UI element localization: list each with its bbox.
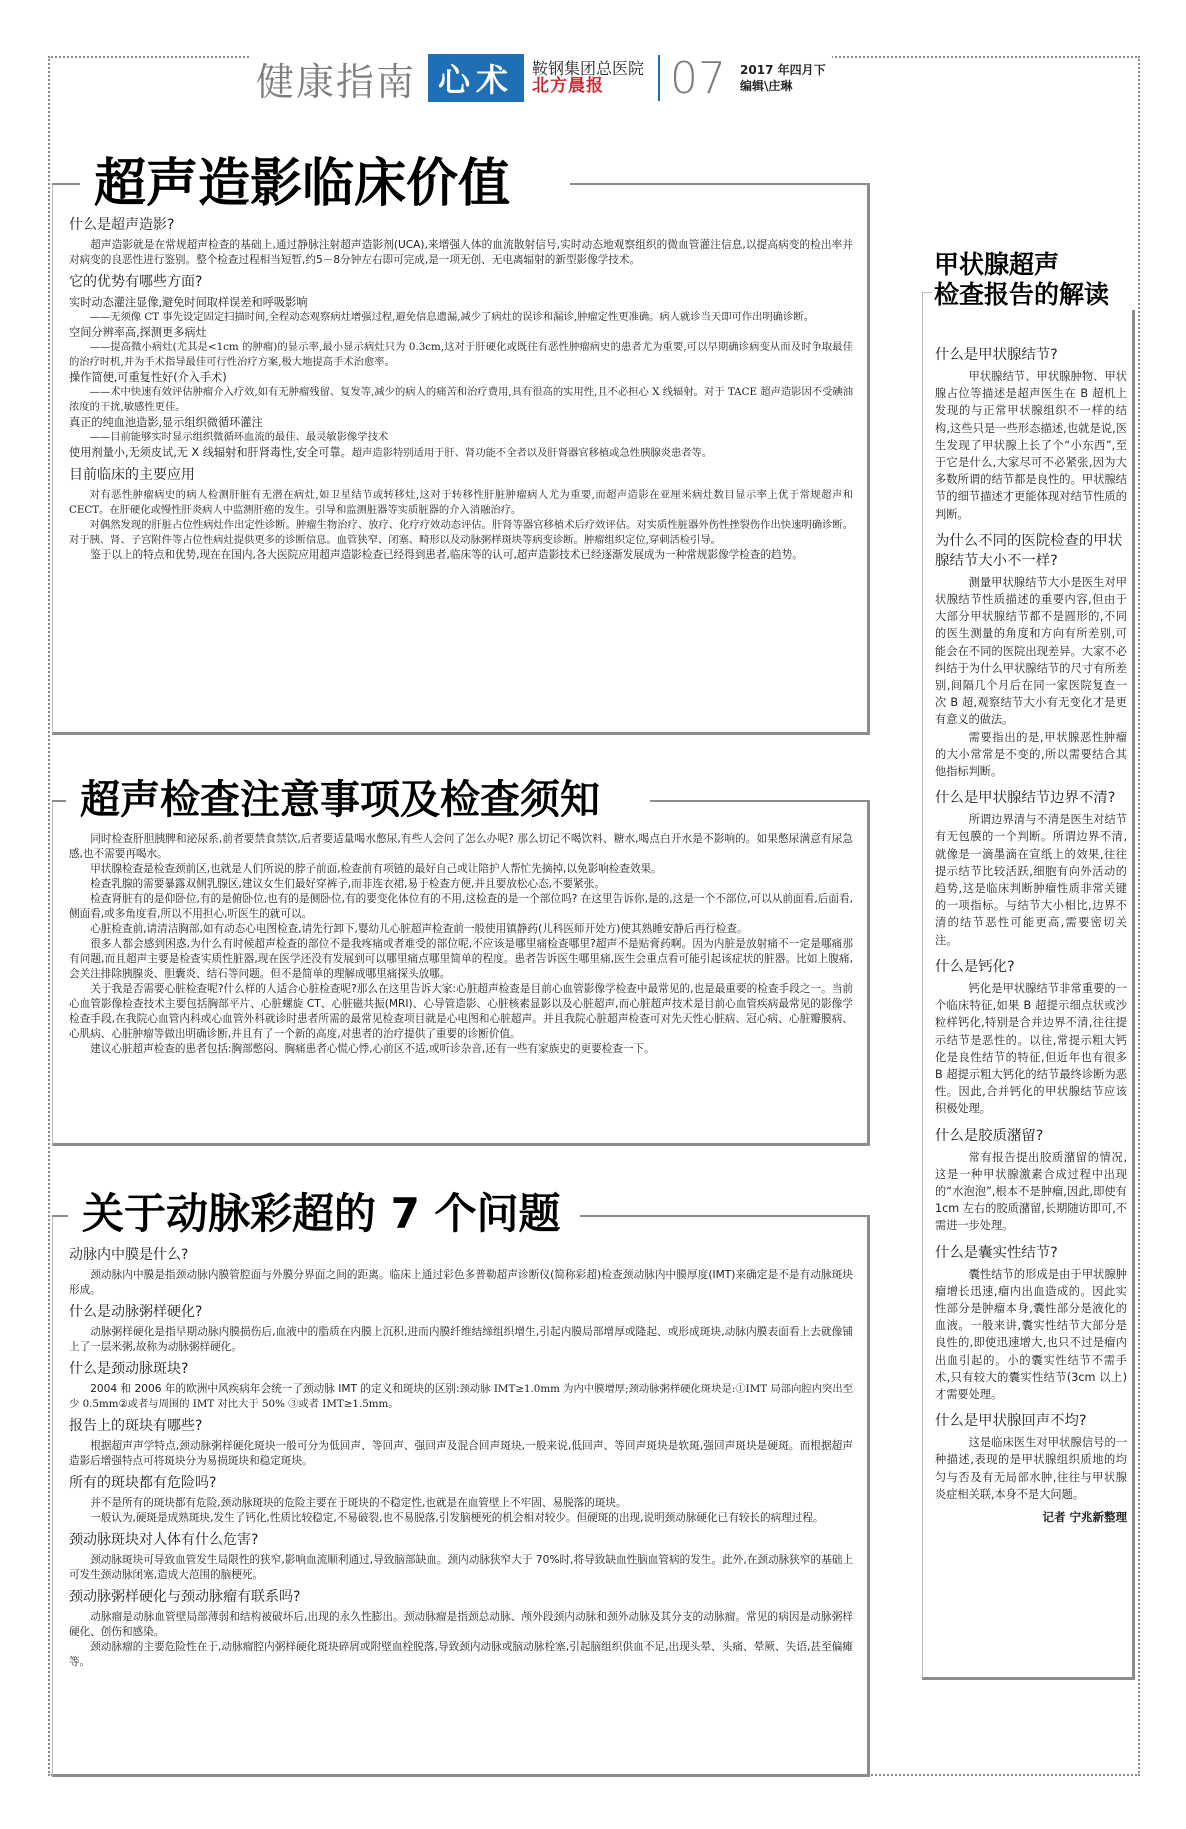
paragraph: 测量甲状腺结节大小是医生对甲状腺结节性质描述的重要内容,但由于大部分甲状腺结节都不是圆形的,不同的医生测量的角度和方向有所差别,可能会在不同的医院出现差异。大家不必纠结于为什么甲状腺结节的尺寸有所差别,间隔几个月后在同一家医院复查一次 B 超,观察结节大小有无变化才是更有意义的做法。 <box>935 575 1127 727</box>
sidebar-title <box>932 250 1136 310</box>
closing-plain: 使用剂量小,无须皮试,无 X 线辐射和肝肾毒性,安全可靠。 <box>69 446 352 459</box>
paragraph: 这是临床医生对甲状腺信号的一种描述,表现的是甲状腺组织质地的均匀与否及有无局部水肿,往往与甲状腺炎症相关联,本身不是大问题。 <box>935 1436 1127 1501</box>
article-title: 超声造影临床价值 <box>80 152 524 216</box>
paragraph: 动脉瘤是动脉血管壁局部薄弱和结构被破坏后,出现的永久性膨出。颈动脉瘤是指颈总动脉、颅外段颈内动脉和颈外动脉及其分支的动脉瘤。常见的病因是动脉粥样硬化、创伤和感染。 <box>69 1611 853 1638</box>
section-heading: 为什么不同的医院检查的甲状腺结节大小不一样? <box>935 532 1123 569</box>
article-body <box>69 211 853 563</box>
header-divider <box>658 55 660 101</box>
closing-line <box>69 445 853 461</box>
paragraph: ——目前能够实时显示组织微循环血流的最佳、最灵敏影像学技术 <box>89 431 389 443</box>
closing-serif: 超声造影特别适用于肝、肾功能不全者以及肝肾器官移植或急性胰腺炎患者等。 <box>351 447 713 459</box>
column-logo: 心术 <box>428 54 524 102</box>
editor: 编辑\庄琳 <box>740 79 793 93</box>
article-title: 关于动脉彩超的 7 个问题 <box>68 1188 574 1240</box>
paragraph: 动脉粥样硬化是指早期动脉内膜损伤后,血液中的脂质在内膜上沉积,进而内膜纤维结缔组织增生,引起内膜局部增厚或隆起、或形成斑块,动脉内膜表面看上去就像铺上了一层米粥,故称为动脉粥样硬化。 <box>69 1326 853 1353</box>
section-heading: 什么是胶质潴留? <box>935 1127 1044 1144</box>
section-heading: 什么是甲状腺结节? <box>935 347 1058 363</box>
byline: 记者 宁兆新整理 <box>1042 1509 1127 1524</box>
article-contrast-ultrasound <box>52 183 870 735</box>
section-heading: 它的优势有哪些方面? <box>69 274 203 290</box>
paragraph: 并不是所有的斑块都有危险,颈动脉斑块的危险主要在于斑块的不稳定性,也就是在血管壁上不牢固、易脱落的斑块。 <box>90 1497 627 1509</box>
paragraph: ——提高微小病灶(尤其是<1cm 的肿瘤)的显示率,最小显示病灶只为 0.3cm,这对于肝硬化或既往有恶性肿瘤病史的患者尤为重要,可以早期确诊病变从而及时争取最佳的治疗时机,并为手术指导最佳可行性治疗方案,极大地提高手术治愈率。 <box>69 341 853 368</box>
title-rule <box>650 800 870 802</box>
paragraph: 对偶然发现的肝脏占位性病灶作出定性诊断。肿瘤生物治疗、放疗、化疗疗效动态评估。肝肾等器官移植术后疗效评估。对实质性脏器外伤性挫裂伤作出快速明确诊断。对于胰、肾、子宫附件等占位性病灶提供更多的诊断信息。血管狭窄、闭塞、畸形以及动脉粥样斑块等病变诊断。肿瘤组织定位,穿刺活检引导。 <box>69 519 853 546</box>
paragraph-serif: 颈动脉 IMT≥1.0mm 为内中膜增厚;颈动脉粥样硬化斑块是:①IMT 局部向腔内突出至少 0.5mm②或者与周围的 IMT 对比大于 50% ③或者 IMT≥1.5mm。 <box>69 1383 854 1410</box>
issue-date: 2017 年四月下 <box>740 62 826 77</box>
paragraph: 颈动脉内中膜是指颈动脉内膜管腔面与外膜分界面之间的距离。临床上通过彩色多普勒超声诊断仪(简称彩超)检查颈动脉内中膜厚度(IMT)来确定是不是有动脉斑块形成。 <box>69 1269 853 1296</box>
article-title: 超声检查注意事项及检查须知 <box>66 775 614 825</box>
paragraph: 根据超声声学特点,颈动脉粥样硬化斑块一般可分为低回声、等回声、强回声及混合回声斑块,一般来说,低回声、等回声斑块是软斑,强回声斑块是硬斑。而根据超声造影后增强特点可将斑块分为易损斑块和稳定斑块。 <box>69 1440 853 1467</box>
paragraph: 甲状腺检查是检查颈前区,也就是人们所说的脖子前面,检查前有项链的最好自己或让陪护人帮忙先摘掉,以免影响检查效果。 <box>90 863 662 875</box>
section-heading: 颈动脉粥样硬化与颈动脉瘤有联系吗? <box>69 1589 301 1605</box>
page-number: 07 <box>670 52 727 104</box>
article-arterial-doppler <box>52 1215 870 1777</box>
paragraph: 常有报告提出胶质潴留的情况,这是一种甲状腺激素合成过程中出现的“水泡泡”,根本不是肿瘤,因此,即使有 1cm 左右的胶质潴留,长期随访即可,不需进一步处理。 <box>935 1150 1127 1233</box>
section-heading: 什么是超声造影? <box>69 217 175 233</box>
sidebar-body <box>935 337 1127 1525</box>
subheading: 实时动态灌注显像,避免时间取样误差和呼吸影响 <box>69 296 308 309</box>
paragraph-plain: 2004 和 2006 年的欧洲中风疾病年会统一了颈动脉 IMT 的定义和斑块的区别: <box>90 1383 460 1395</box>
paragraph: 超声造影就是在常规超声检查的基础上,通过静脉注射超声造影剂(UCA),来增强人体的血流散射信号,实时动态地观察组织的微血管灌注信息,以提高病变的检出率并对病变的良恶性进行鉴别。整个检查过程相当短暂,约5－8分钟左右即可完成,是一项无创、无电离辐射的新型影像学技术。 <box>69 239 853 266</box>
paragraph: 心脏检查前,请清洁胸部,如有动态心电图检查,请先行卸下,婴幼儿心脏超声检查前一般使用镇静药(儿科医师开处方)使其熟睡安静后再行检查。 <box>90 923 748 935</box>
paragraph: 囊性结节的形成是由于甲状腺肿瘤增长迅速,瘤内出血造成的。因此实性部分是肿瘤本身,囊性部分是液化的血液。一般来讲,囊实性结节大部分是良性的,即使迅速增大,也只不过是瘤内出血引起的。小的囊实性结节不需手术,只有较大的囊实性结节(3cm 以上)才需要处理。 <box>935 1267 1127 1401</box>
sidebar-title-line1: 甲状腺超声 <box>934 250 1060 279</box>
section-name: 健康指南 <box>256 59 417 104</box>
paragraph: 检查乳腺的需要暴露双侧乳腺区,建议女生们最好穿裤子,而非连衣裙,易于检查方便,并且要放松心态,不要紧张。 <box>90 878 605 890</box>
title-rule <box>580 1215 870 1217</box>
article-body <box>69 832 853 1057</box>
section-heading: 报告上的斑块有哪些? <box>69 1418 203 1434</box>
section-heading: 什么是颈动脉斑块? <box>69 1361 189 1377</box>
section-heading: 所有的斑块都有危险吗? <box>69 1475 217 1491</box>
section-heading: 什么是钙化? <box>935 958 1015 975</box>
paragraph: ——无须像 CT 事先设定固定扫描时间,全程动态观察病灶增强过程,避免信息遗漏,减少了病灶的误诊和漏诊,肿瘤定性更准确。病人就诊当天即可作出明确诊断。 <box>89 311 814 323</box>
newspaper-logo: 北方晨报 <box>532 76 605 97</box>
section-heading: 目前临床的主要应用 <box>69 467 195 483</box>
sponsor-block <box>532 60 644 96</box>
article-body <box>69 1241 853 1670</box>
hospital-name: 鞍钢集团总医院 <box>532 58 645 78</box>
sidebar-title-line2: 检查报告的解读 <box>934 280 1110 309</box>
section-heading: 动脉内中膜是什么? <box>69 1247 189 1263</box>
subheading: 空间分辨率高,探测更多病灶 <box>69 326 207 339</box>
paragraph: 所谓边界清与不清是医生对结节有无包膜的一个判断。所谓边界不清,就像是一滴墨滴在宣纸上的效果,往往提示结节比较活跃,细胞有向外活动的趋势,这是临床判断肿瘤性质非常关键的一项指标。与结节大小相比,边界不清的结节恶性可能更高,需要密切关注。 <box>935 813 1127 947</box>
paragraph: 对有恶性肿瘤病史的病人检测肝脏有无潜在病灶,如卫星结节或转移灶,这对于转移性肝脏肿瘤病人尤为重要,而超声造影在亚厘米病灶数目显示率上优于常规超声和 CECT。在肝硬化或慢性肝炎病人中监测肝癌的发生。引导和监测脏器等实质脏器的介入消融治疗。 <box>69 489 853 516</box>
paragraph: ——术中快速有效评估肿瘤介入疗效,如有无肿瘤残留、复发等,减少的病人的痛苦和治疗费用,具有很高的实用性,且不必担心 X 线辐射。对于 TACE 超声造影因不受碘油浓度的干扰,敏感性更佳。 <box>69 386 853 413</box>
paragraph: 很多人都会感到困惑,为什么有时候超声检查的部位不是我疼痛或者难受的部位呢,不应该是哪里痛检查哪里?超声不是贴膏药啊。因为内脏是放射痛不一定是哪痛那有问题,而且超声主要是检查实质性脏器,现在医学还没有发展到可以哪里痛点哪里简单的程度。患者告诉医生哪里痛,医生会重点看可能引起该症状的脏器。比如上腹痛,会关注排除胰腺炎、胆囊炎、结石等问题。但不是简单的理解成哪里痛探头放哪。 <box>69 938 853 980</box>
paragraph: 建议心脏超声检查的患者包括:胸部憋闷、胸痛患者心慌心悸,心前区不适,或听诊杂音,还有一些有家族史的更要检查一下。 <box>90 1043 655 1055</box>
page-header <box>250 52 832 104</box>
section-heading: 什么是甲状腺结节边界不清? <box>935 790 1116 807</box>
paragraph: 钙化是甲状腺结节非常重要的一个临床特征,如果 B 超提示细点状或沙粒样钙化,特别是合并边界不清,往往提示结节是恶性的。以往,常提示粗大钙化是良性结节的特征,但近年也有很多 B 超提示粗大钙化的结节最终诊断为恶性。因此,合并钙化的甲状腺结节应该积极处理。 <box>935 981 1127 1116</box>
section-heading: 什么是囊实性结节? <box>935 1244 1058 1261</box>
section-heading: 什么是动脉粥样硬化? <box>69 1304 203 1320</box>
paragraph: 检查肾脏有的是仰卧位,有的是俯卧位,也有的是侧卧位,有的要变化体位有的不用,这检查的是一个部位吗? 在这里告诉你,是的,这是一个不部位,可以从前面看,后面看,侧面看,或多角度看,所以不用担心,听医生的就可以。 <box>69 893 853 920</box>
paragraph: 颈动脉瘤的主要危险性在于,动脉瘤腔内粥样硬化斑块碎屑或附壁血栓脱落,导致颈内动脉或脑动脉栓塞,引起脑组织供血不足,出现头晕、头痛、晕厥、失语,甚至偏瘫等。 <box>69 1641 853 1668</box>
section-heading: 颈动脉斑块对人体有什么危害? <box>69 1532 259 1548</box>
paragraph: 需要指出的是,甲状腺恶性肿瘤的大小常常是不变的,所以需要结合其他指标判断。 <box>935 730 1127 779</box>
paragraph <box>69 1382 853 1412</box>
section-heading: 什么是甲状腺回声不均? <box>935 1413 1087 1430</box>
subheading: 操作简便,可重复性好(介入手术) <box>69 371 227 384</box>
issue-info <box>740 62 826 94</box>
paragraph: 鉴于以上的特点和优势,现在在国内,各大医院应用超声造影检查已经得到患者,临床等的认可,超声造影技术已经逐渐发展成为一种常规影像学检查的趋势。 <box>90 549 803 561</box>
paragraph: 关于我是否需要心脏检查呢?什么样的人适合心脏检查呢?那么在这里告诉大家:心脏超声检查是目前心血管影像学检查中最常见的,也是最重要的检查手段之一。当前心血管影像检查技术主要包括胸部平片、心脏螺旋 CT、心脏磁共振(MRI)、心导管造影、心脏核素显影以及心脏超声,而心脏超声技术是目前心血管疾病最常见的影像学检查手段,在我院心血管内科或心血管外科就诊时患者所需的最常见检查项目就是心电图和心脏超声。并且我院心脏超声检查可对先天性心脏病、冠心病、心脏瓣膜病、心肌病、心脏肿瘤等做出明确诊断,并且有了一个新的高度,对患者的治疗提供了重要的诊断价值。 <box>69 983 853 1040</box>
subheading: 真正的纯血池造影,显示组织微循环灌注 <box>69 416 263 429</box>
title-rule <box>570 183 870 185</box>
paragraph: 同时检查肝胆胰脾和泌尿系,前者要禁食禁饮,后者要适量喝水憋尿,有些人会问了怎么办呢? 那么切记不喝饮料、糖水,喝点白开水是不影响的。如果憋尿满意有尿急感,也不需要再喝水。 <box>69 833 853 860</box>
paragraph: 一般认为,硬斑是成熟斑块,发生了钙化,性质比较稳定,不易破裂,也不易脱落,引发脑梗死的机会相对较少。但硬斑的出现,说明颈动脉硬化已有较长的病理过程。 <box>90 1512 824 1524</box>
paragraph: 甲状腺结节、甲状腺肿物、甲状腺占位等描述是超声医生在 B 超机上发现的与正常甲状腺组织不一样的结构,这些只是一些形态描述,也就是说,医生发现了甲状腺上长了个“小东西”,至于它是什么,大家尽可不必紧张,因为大多数所谓的结节都是良性的。甲状腺结节的细节描述才更能体现对结节性质的判断。 <box>935 370 1127 521</box>
paragraph: 颈动脉斑块可导致血管发生局限性的狭窄,影响血流顺利通过,导致脑部缺血。颈内动脉狭窄大于 70%时,将导致缺血性脑血管病的发生。此外,在颈动脉狭窄的基础上可发生颈动脉闭塞,造成大范围的脑梗死。 <box>69 1554 853 1581</box>
article-ultrasound-precautions <box>52 800 870 1146</box>
